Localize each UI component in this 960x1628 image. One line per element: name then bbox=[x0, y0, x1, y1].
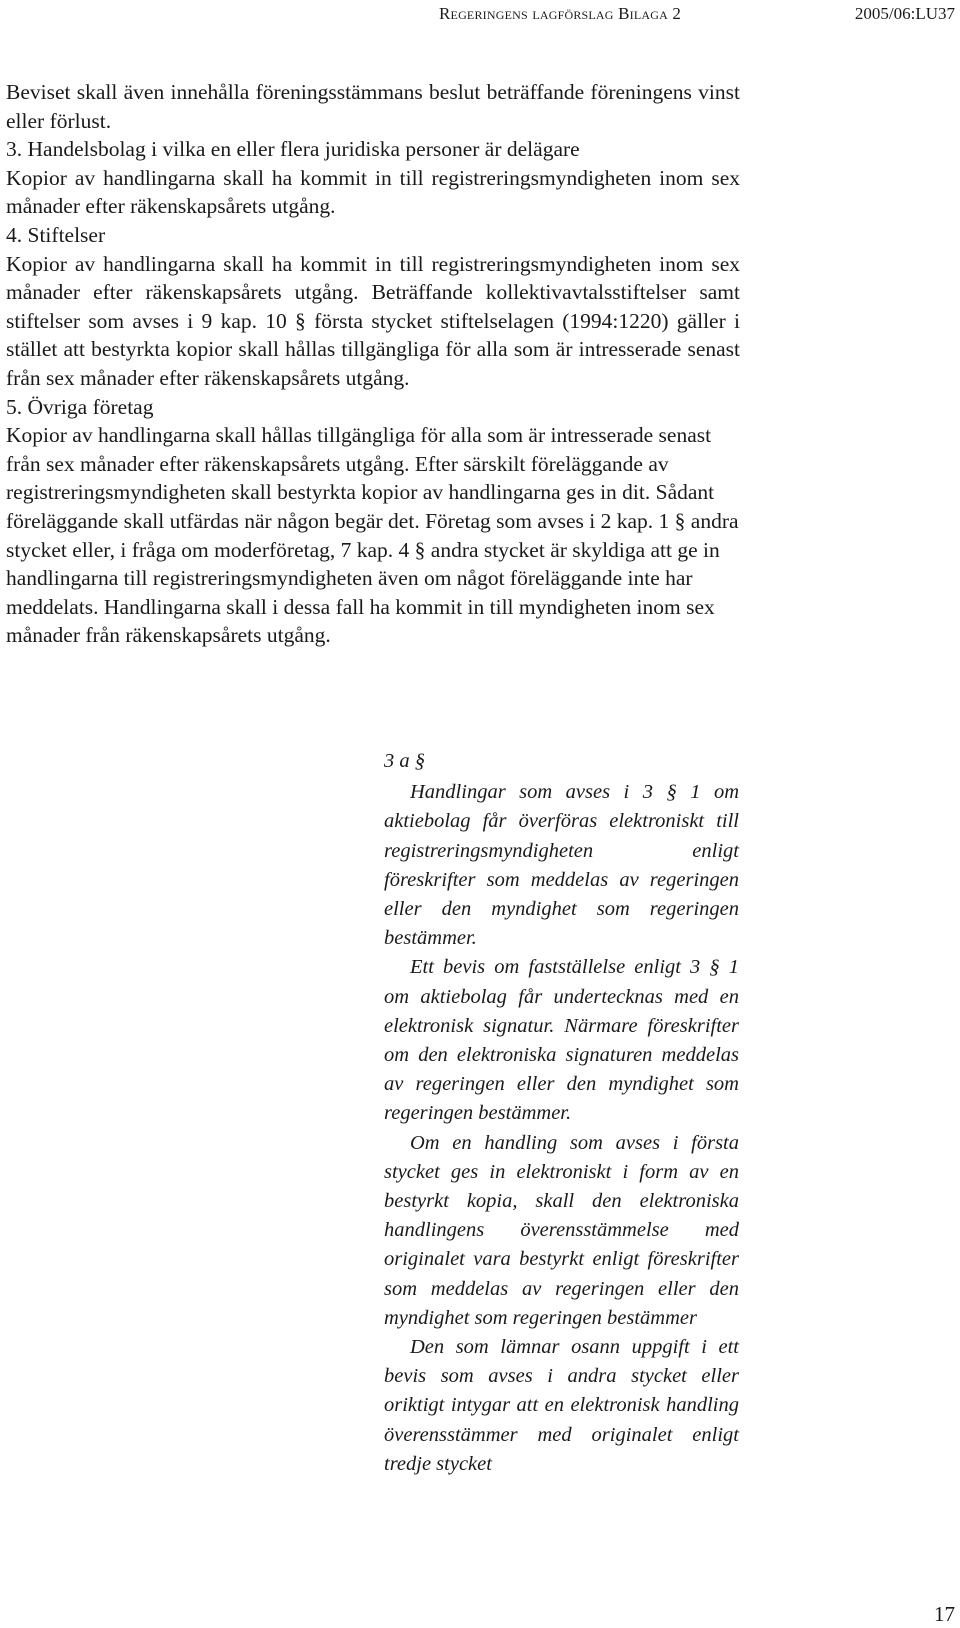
paragraph: Kopior av handlingarna skall ha kommit in till registreringsmyndigheten inom sex månader efter räkenskapsårets utgång. bbox=[6, 165, 740, 219]
page-header bbox=[0, 4, 960, 34]
side-paragraph: Handlingar som avses i 3 § 1 om aktiebolag får överföras elektroniskt till registreringsmyndigheten enligt föreskrifter som meddelas av regeringen eller den myndighet som regeringen bestämmer. bbox=[384, 781, 739, 950]
paragraph: Beviset skall även innehålla föreningsstämmans beslut beträffande föreningens vinst eller förlust. bbox=[6, 80, 740, 133]
header-document-number: 2005/06:LU37 bbox=[854, 4, 955, 23]
side-paragraph: Ett bevis om fastställelse enligt 3 § 1 om aktiebolag får undertecknas med en elektronisk signatur. Närmare föreskrifter om den elektroniska signaturen meddelas av regeringen eller den myndighet som regeringen bestämmer. bbox=[384, 956, 739, 1125]
main-text bbox=[6, 78, 740, 650]
header-title: Regeringens lagförslag Bilaga 2 bbox=[439, 4, 682, 23]
section-heading: 4. Stiftelser bbox=[6, 222, 106, 247]
side-paragraph: Den som lämnar osann uppgift i ett bevis som avses i andra stycket eller oriktigt intygar att en elektronisk handling överensstämmer med originalet enligt tredje stycket bbox=[384, 1336, 739, 1475]
section-heading: 5. Övriga företag bbox=[6, 394, 154, 419]
section-heading: 3. Handelsbolag i vilka en eller flera juridiska personer är delägare bbox=[6, 137, 580, 162]
paragraph: Kopior av handlingarna skall ha kommit in till registreringsmyndigheten inom sex månader efter räkenskapsårets utgång. Beträffande kollektivavtalsstiftelser samt stiftelser som avses i 9 kap. 10 § första stycket stiftelselagen (1994:1220) gäller i stället att bestyrkta kopior skall hållas tillgängliga för alla som är intresserade senast från sex månader efter räkenskapsårets utgång. bbox=[6, 251, 740, 390]
side-paragraph: Om en handling som avses i första stycket ges in elektroniskt i form av en bestyrkt kopia, skall den elektroniska handlingens överensstämmelse med originalet vara bestyrkt enligt föreskrifter som meddelas av regeringen eller den myndighet som regeringen bestämmer bbox=[384, 1131, 739, 1329]
paragraph: Kopior av handlingarna skall hållas tillgängliga för alla som är intresserade senast från sex månader efter räkenskapsårets utgång. Efter särskilt föreläggande av registreringsmyndigheten skall bestyrkta kopior av handlingarna ges in dit. Sådant föreläggande skall utfärdas när någon begär det. Företag som avses i 2 kap. 1 § andra stycket eller, i fråga om moderföretag, 7 kap. 4 § andra stycket är skyldiga att ge in handlingarna till registreringsmyndigheten även om något föreläggande inte har meddelats. Handlingarna skall i dessa fall ha kommit in till myndigheten inom sex månader från räkenskapsårets utgång. bbox=[6, 423, 739, 648]
page-number: 17 bbox=[934, 1602, 955, 1626]
side-section-heading: 3 a § bbox=[384, 750, 425, 772]
side-column bbox=[384, 747, 739, 1479]
